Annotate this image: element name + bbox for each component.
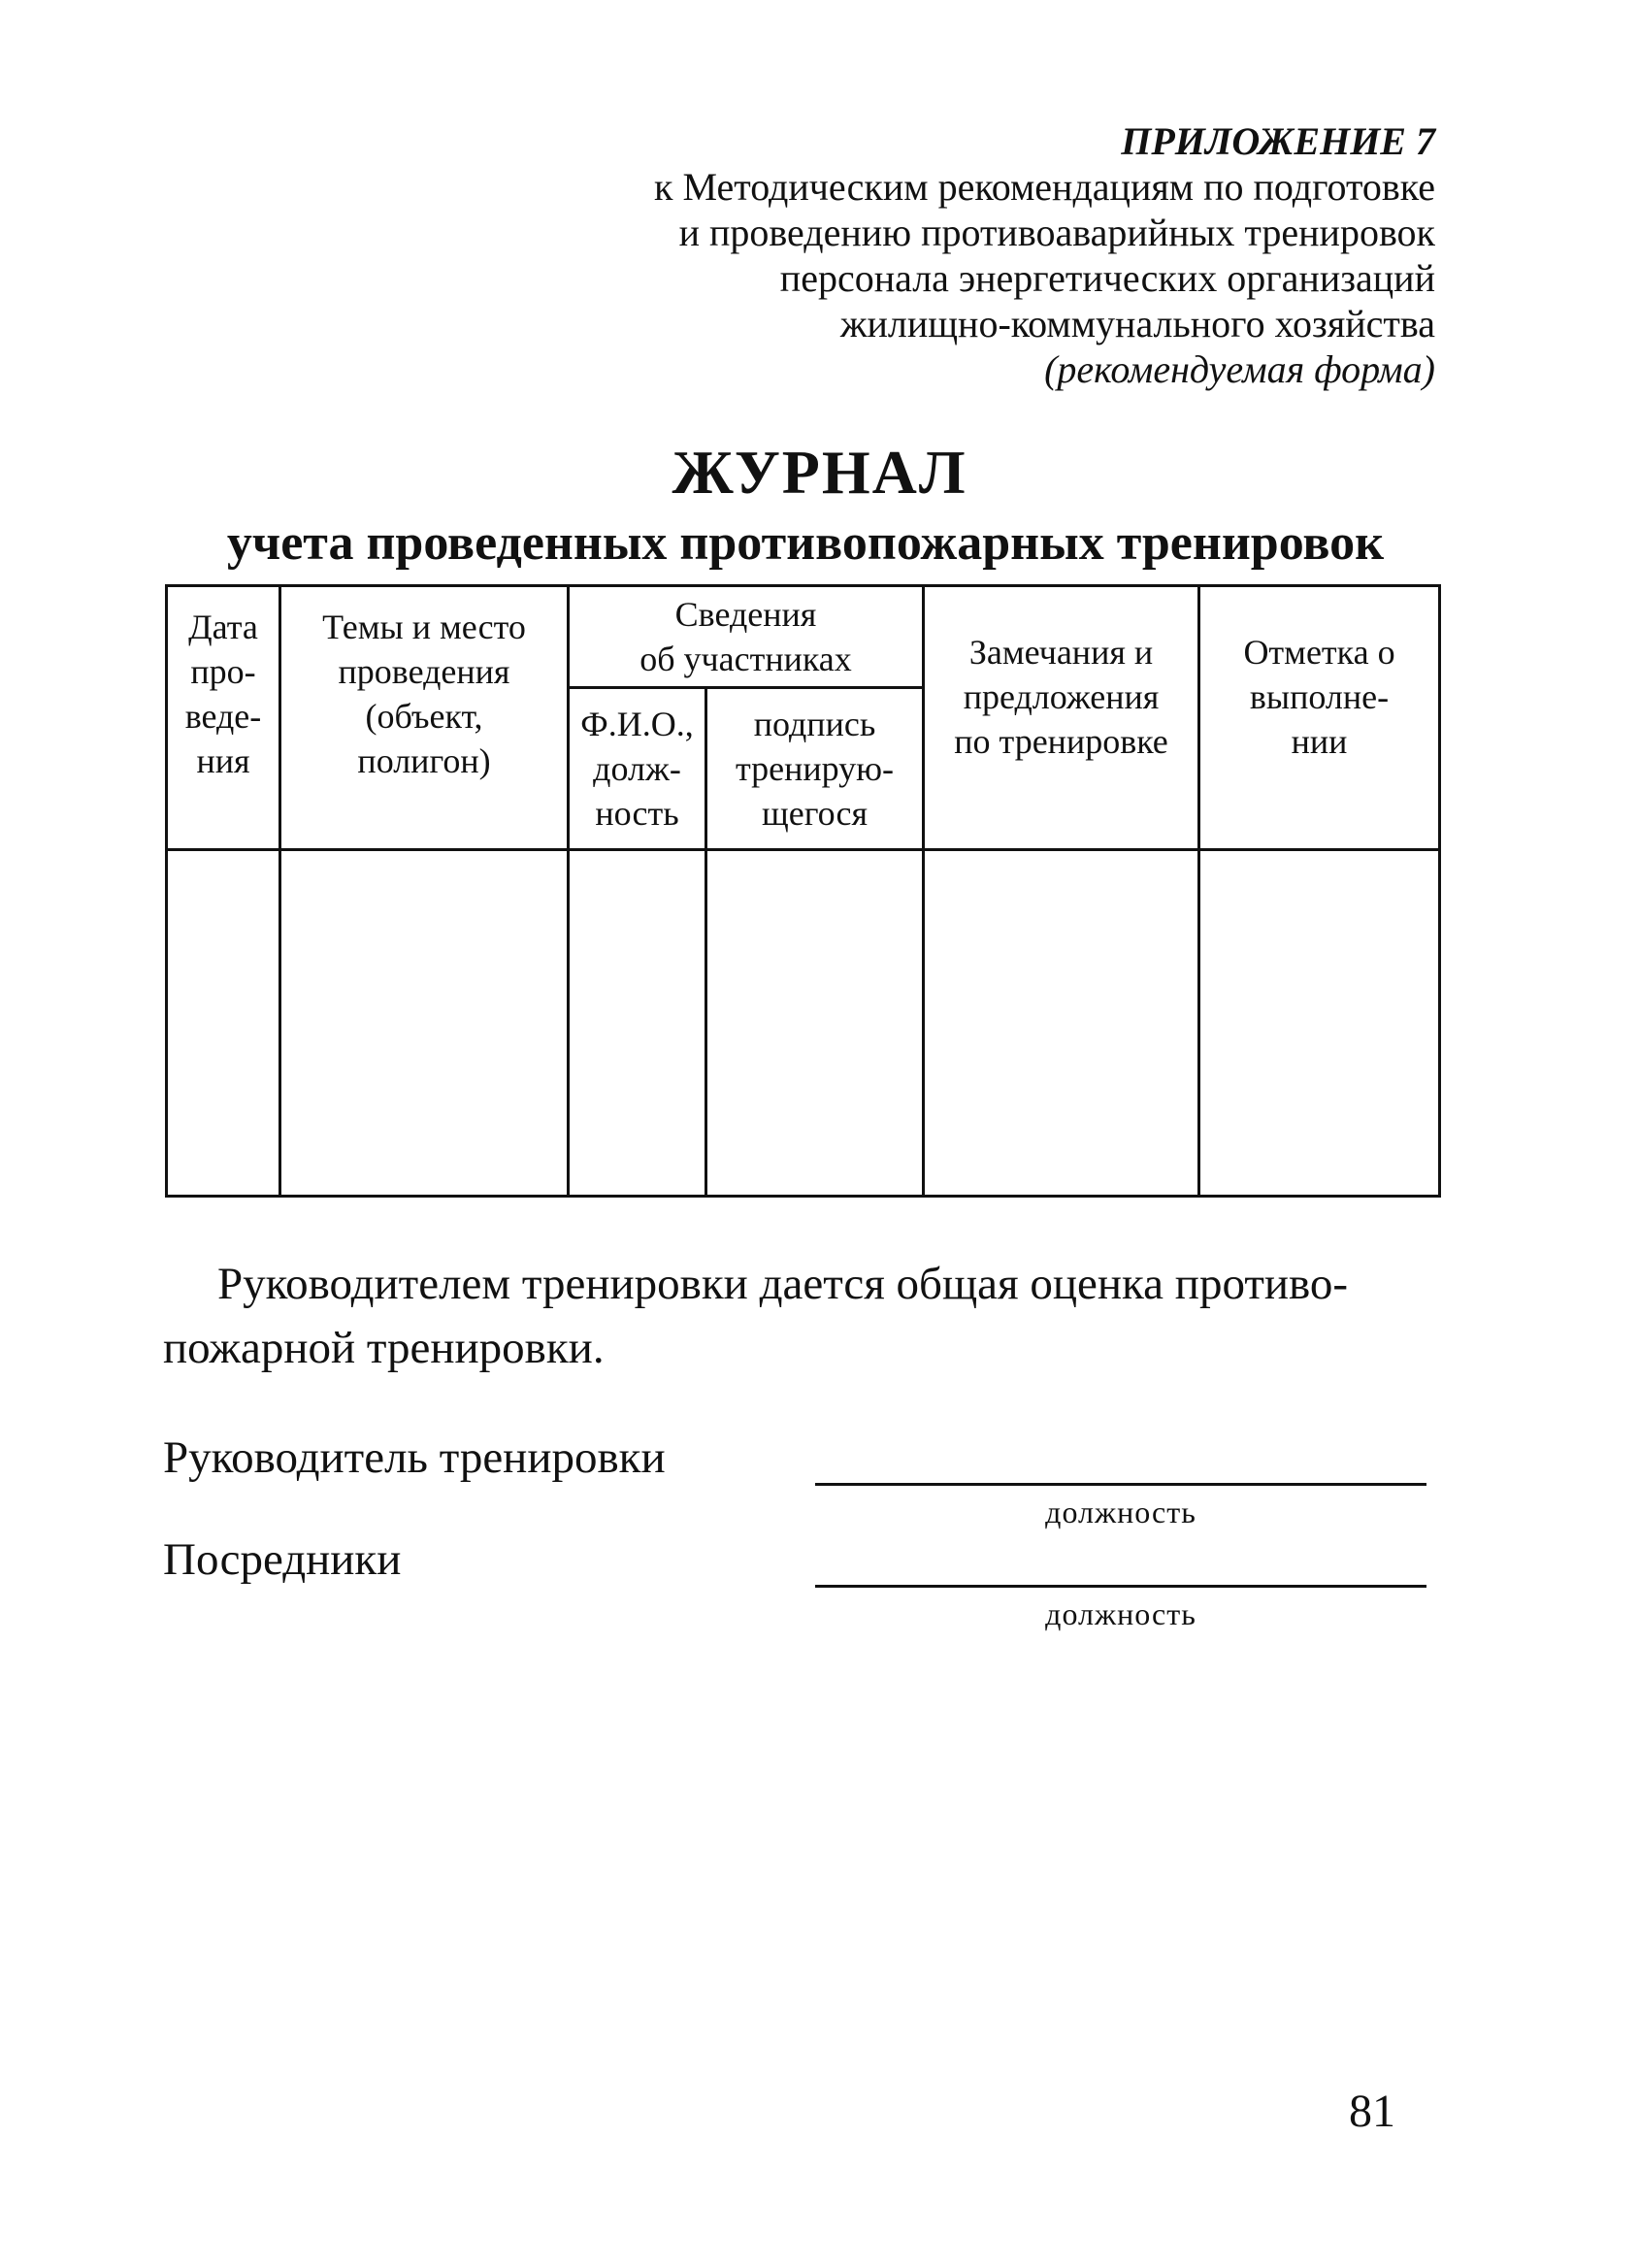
appendix-header <box>368 118 1435 392</box>
document-subtitle: учета проведенных противопожарных тренировок <box>226 515 1385 571</box>
header-date: Дата про- веде- ния <box>167 586 280 850</box>
table-row <box>167 850 1440 1197</box>
header-participants: Сведения об участниках <box>569 586 924 688</box>
header-remarks: Замечания и предложения по тренировке <box>924 586 1199 850</box>
header-signature: подпись тренирую- щегося <box>706 688 924 850</box>
paragraph-line: пожарной тренировки. <box>163 1323 605 1373</box>
page-number: 81 <box>1349 2086 1395 2137</box>
mediators-label: Посредники <box>163 1534 402 1585</box>
assessment-paragraph <box>163 1252 1444 1380</box>
leader-label: Руководитель тренировки <box>163 1432 666 1483</box>
header-completion-mark: Отметка о выполне- нии <box>1199 586 1440 850</box>
appendix-label: ПРИЛОЖЕНИЕ 7 <box>1121 119 1435 163</box>
table-cell <box>706 850 924 1197</box>
appendix-line: и проведению противоаварийных тренировок <box>678 211 1435 254</box>
journal-table <box>165 584 1441 1198</box>
form-note: (рекомендуемая форма) <box>1044 347 1435 391</box>
table-cell <box>280 850 569 1197</box>
table-cell <box>167 850 280 1197</box>
appendix-line: к Методическим рекомендациям по подготовке <box>654 165 1435 209</box>
appendix-line: жилищно-коммунального хозяйства <box>839 302 1435 345</box>
paragraph-line: Руководителем тренировки дается общая оценка противо- <box>217 1259 1349 1309</box>
leader-caption: должность <box>1045 1495 1196 1529</box>
header-topic: Темы и место проведения (объект, полигон) <box>280 586 569 850</box>
mediators-caption: должность <box>1045 1596 1196 1631</box>
leader-signature-line <box>815 1483 1426 1486</box>
header-row <box>167 586 1440 688</box>
mediators-signature-line <box>815 1585 1426 1588</box>
table-cell <box>924 850 1199 1197</box>
table-cell <box>569 850 706 1197</box>
document-title: ЖУРНАЛ <box>672 438 967 507</box>
table-cell <box>1199 850 1440 1197</box>
header-fio: Ф.И.О., долж- ность <box>569 688 706 850</box>
appendix-line: персонала энергетических организаций <box>779 256 1435 300</box>
